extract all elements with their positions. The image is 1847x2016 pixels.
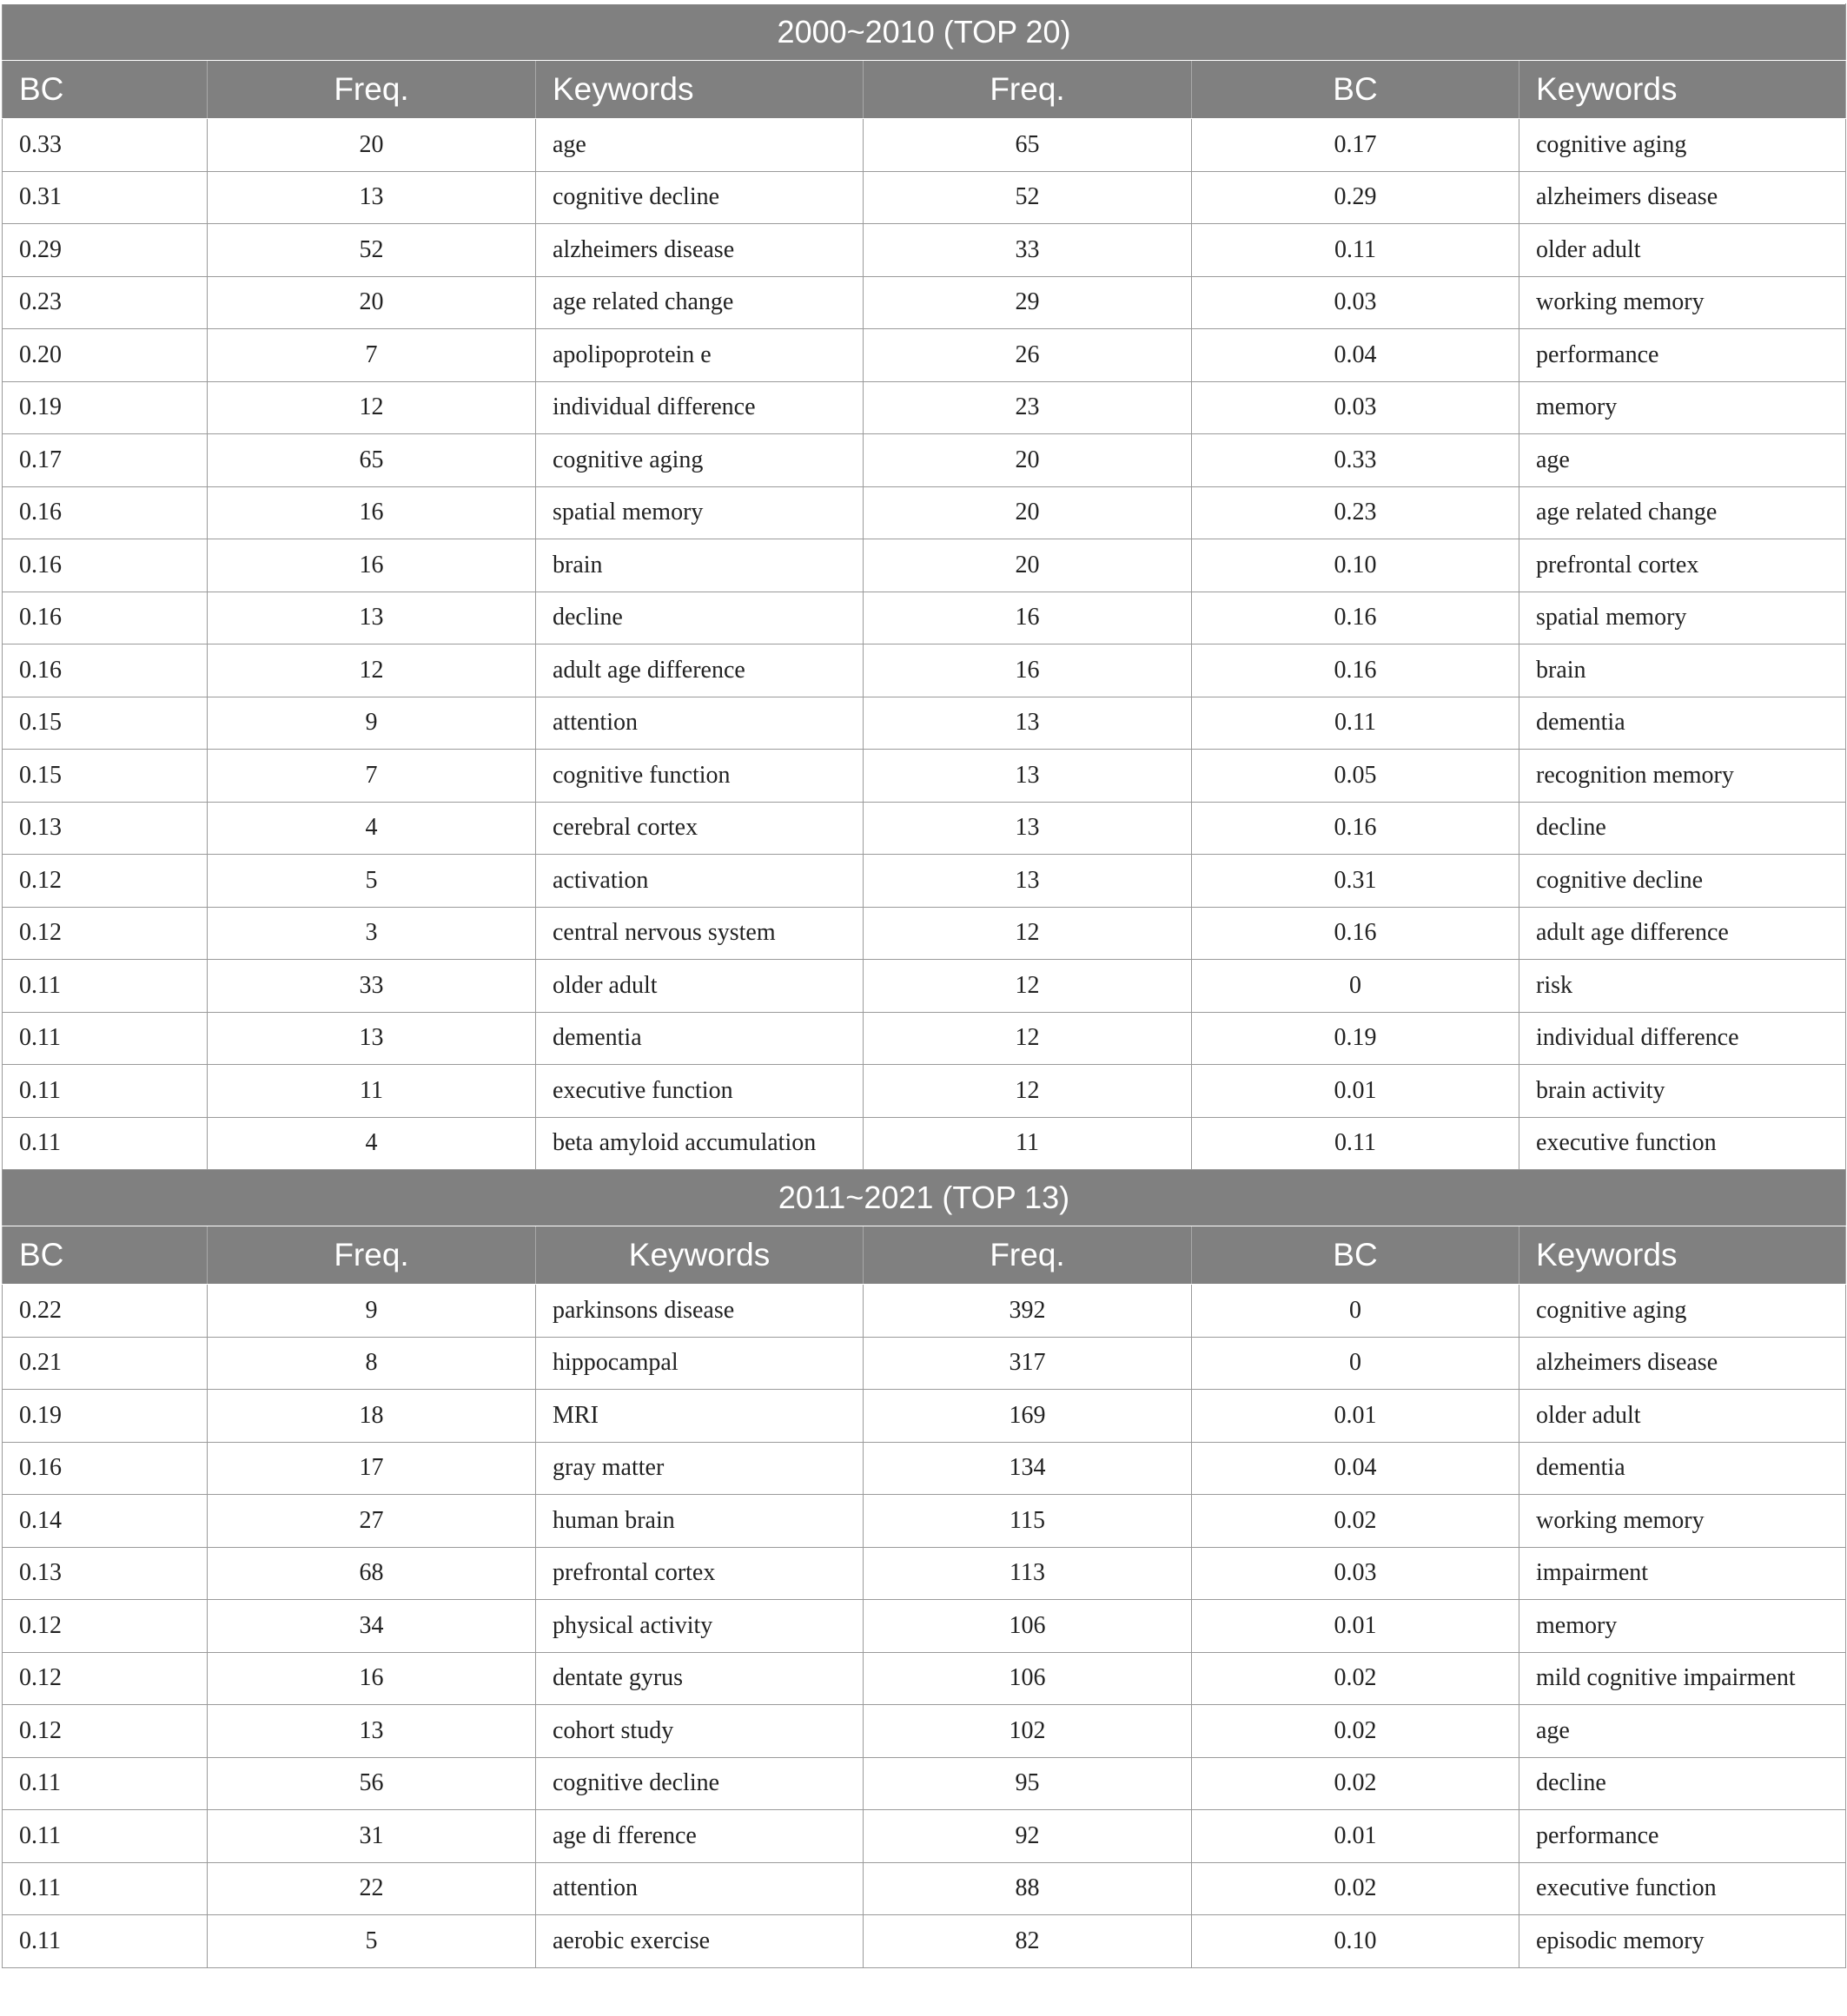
bc-left-cell: 0.12 xyxy=(3,855,208,908)
bc-right-cell: 0.11 xyxy=(1192,1117,1519,1170)
bc-left-cell: 0.11 xyxy=(3,1757,208,1810)
freq-right-cell: 20 xyxy=(864,434,1192,487)
table-row xyxy=(3,1547,1846,1600)
freq-left-cell: 9 xyxy=(208,1285,536,1338)
table-row xyxy=(3,1337,1846,1390)
freq-right-cell: 95 xyxy=(864,1757,1192,1810)
keyword-left-cell: individual difference xyxy=(536,381,864,434)
freq-left-cell: 4 xyxy=(208,802,536,855)
keyword-right-cell: age xyxy=(1519,434,1846,487)
keyword-right-cell: memory xyxy=(1519,381,1846,434)
table-row xyxy=(3,1652,1846,1705)
keyword-right-cell: individual difference xyxy=(1519,1012,1846,1065)
bc-right-cell: 0.16 xyxy=(1192,644,1519,697)
keyword-left-cell: cognitive aging xyxy=(536,434,864,487)
keyword-left-cell: executive function xyxy=(536,1065,864,1118)
keyword-right-cell: executive function xyxy=(1519,1117,1846,1170)
keyword-right-cell: dementia xyxy=(1519,1442,1846,1495)
bc-left-cell: 0.11 xyxy=(3,1012,208,1065)
bc-left-cell: 0.19 xyxy=(3,381,208,434)
table-row xyxy=(3,1285,1846,1338)
bc-left-cell: 0.14 xyxy=(3,1495,208,1548)
keyword-right-cell: brain xyxy=(1519,644,1846,697)
bc-left-cell: 0.15 xyxy=(3,697,208,750)
keyword-right-cell: risk xyxy=(1519,960,1846,1013)
table-row xyxy=(3,1810,1846,1863)
keyword-right-cell: decline xyxy=(1519,1757,1846,1810)
table-row xyxy=(3,960,1846,1013)
keyword-left-cell: beta amyloid accumulation xyxy=(536,1117,864,1170)
freq-left-cell: 9 xyxy=(208,697,536,750)
keyword-left-cell: dementia xyxy=(536,1012,864,1065)
freq-right-cell: 26 xyxy=(864,329,1192,382)
table-row xyxy=(3,697,1846,750)
table-row xyxy=(3,1117,1846,1170)
table-row xyxy=(3,1390,1846,1443)
freq-left-cell: 12 xyxy=(208,644,536,697)
keyword-right-cell: performance xyxy=(1519,1810,1846,1863)
freq-right-cell: 88 xyxy=(864,1862,1192,1915)
table-row xyxy=(3,434,1846,487)
bc-right-cell: 0.01 xyxy=(1192,1600,1519,1653)
keyword-left-cell: MRI xyxy=(536,1390,864,1443)
keyword-left-cell: dentate gyrus xyxy=(536,1652,864,1705)
header-freq-right: Freq. xyxy=(864,1226,1192,1285)
bc-right-cell: 0.16 xyxy=(1192,907,1519,960)
keyword-left-cell: older adult xyxy=(536,960,864,1013)
keyword-table-body xyxy=(3,4,1846,1968)
bc-right-cell: 0.01 xyxy=(1192,1390,1519,1443)
keyword-left-cell: apolipoprotein e xyxy=(536,329,864,382)
keyword-left-cell: age related change xyxy=(536,276,864,329)
bc-left-cell: 0.12 xyxy=(3,1600,208,1653)
header-freq-right: Freq. xyxy=(864,61,1192,119)
bc-right-cell: 0.10 xyxy=(1192,539,1519,592)
keyword-left-cell: brain xyxy=(536,539,864,592)
freq-left-cell: 13 xyxy=(208,1705,536,1758)
freq-left-cell: 20 xyxy=(208,119,536,172)
keyword-right-cell: age xyxy=(1519,1705,1846,1758)
table-row xyxy=(3,276,1846,329)
freq-left-cell: 68 xyxy=(208,1547,536,1600)
freq-left-cell: 16 xyxy=(208,1652,536,1705)
table-row xyxy=(3,1757,1846,1810)
bc-left-cell: 0.11 xyxy=(3,1065,208,1118)
bc-left-cell: 0.15 xyxy=(3,750,208,803)
freq-right-cell: 12 xyxy=(864,960,1192,1013)
bc-left-cell: 0.11 xyxy=(3,1915,208,1968)
freq-left-cell: 65 xyxy=(208,434,536,487)
freq-right-cell: 29 xyxy=(864,276,1192,329)
keyword-left-cell: adult age difference xyxy=(536,644,864,697)
keyword-left-cell: parkinsons disease xyxy=(536,1285,864,1338)
freq-right-cell: 106 xyxy=(864,1652,1192,1705)
freq-left-cell: 56 xyxy=(208,1757,536,1810)
keyword-right-cell: alzheimers disease xyxy=(1519,1337,1846,1390)
freq-left-cell: 7 xyxy=(208,750,536,803)
section-title-row xyxy=(3,1170,1846,1226)
freq-right-cell: 16 xyxy=(864,592,1192,644)
bc-left-cell: 0.13 xyxy=(3,1547,208,1600)
bc-right-cell: 0.16 xyxy=(1192,802,1519,855)
keyword-right-cell: working memory xyxy=(1519,1495,1846,1548)
table-row xyxy=(3,907,1846,960)
freq-left-cell: 17 xyxy=(208,1442,536,1495)
freq-left-cell: 11 xyxy=(208,1065,536,1118)
table-row xyxy=(3,644,1846,697)
keyword-right-cell: alzheimers disease xyxy=(1519,171,1846,224)
keyword-left-cell: aerobic exercise xyxy=(536,1915,864,1968)
bc-right-cell: 0.19 xyxy=(1192,1012,1519,1065)
table-row xyxy=(3,119,1846,172)
freq-right-cell: 102 xyxy=(864,1705,1192,1758)
freq-left-cell: 52 xyxy=(208,224,536,277)
freq-left-cell: 3 xyxy=(208,907,536,960)
freq-right-cell: 52 xyxy=(864,171,1192,224)
keyword-right-cell: cognitive aging xyxy=(1519,1285,1846,1338)
section-title: 2011~2021 (TOP 13) xyxy=(3,1170,1846,1226)
keyword-left-cell: cognitive decline xyxy=(536,171,864,224)
bc-right-cell: 0.23 xyxy=(1192,486,1519,539)
keyword-right-cell: impairment xyxy=(1519,1547,1846,1600)
freq-left-cell: 13 xyxy=(208,592,536,644)
bc-left-cell: 0.16 xyxy=(3,644,208,697)
bc-right-cell: 0.11 xyxy=(1192,224,1519,277)
keyword-left-cell: age xyxy=(536,119,864,172)
freq-left-cell: 16 xyxy=(208,539,536,592)
header-keywords-right: Keywords xyxy=(1519,61,1846,119)
freq-left-cell: 8 xyxy=(208,1337,536,1390)
table-row xyxy=(3,381,1846,434)
freq-right-cell: 12 xyxy=(864,907,1192,960)
table-row xyxy=(3,486,1846,539)
bc-right-cell: 0.01 xyxy=(1192,1810,1519,1863)
bc-left-cell: 0.17 xyxy=(3,434,208,487)
keyword-table xyxy=(2,3,1846,1968)
keyword-right-cell: executive function xyxy=(1519,1862,1846,1915)
bc-right-cell: 0.05 xyxy=(1192,750,1519,803)
keyword-right-cell: adult age difference xyxy=(1519,907,1846,960)
freq-right-cell: 12 xyxy=(864,1065,1192,1118)
freq-right-cell: 392 xyxy=(864,1285,1192,1338)
table-row xyxy=(3,224,1846,277)
freq-left-cell: 5 xyxy=(208,1915,536,1968)
bc-left-cell: 0.11 xyxy=(3,960,208,1013)
header-bc-right: BC xyxy=(1192,1226,1519,1285)
header-keywords-right: Keywords xyxy=(1519,1226,1846,1285)
freq-left-cell: 4 xyxy=(208,1117,536,1170)
table-row xyxy=(3,1915,1846,1968)
keyword-left-cell: prefrontal cortex xyxy=(536,1547,864,1600)
bc-right-cell: 0.02 xyxy=(1192,1705,1519,1758)
freq-right-cell: 106 xyxy=(864,1600,1192,1653)
keyword-right-cell: older adult xyxy=(1519,224,1846,277)
bc-left-cell: 0.16 xyxy=(3,592,208,644)
bc-left-cell: 0.20 xyxy=(3,329,208,382)
bc-right-cell: 0.02 xyxy=(1192,1862,1519,1915)
keyword-right-cell: brain activity xyxy=(1519,1065,1846,1118)
header-bc-left: BC xyxy=(3,61,208,119)
keyword-left-cell: physical activity xyxy=(536,1600,864,1653)
keyword-left-cell: alzheimers disease xyxy=(536,224,864,277)
bc-right-cell: 0.29 xyxy=(1192,171,1519,224)
table-row xyxy=(3,592,1846,644)
keyword-left-cell: decline xyxy=(536,592,864,644)
freq-left-cell: 12 xyxy=(208,381,536,434)
table-row xyxy=(3,171,1846,224)
bc-right-cell: 0.17 xyxy=(1192,119,1519,172)
bc-left-cell: 0.11 xyxy=(3,1862,208,1915)
freq-left-cell: 7 xyxy=(208,329,536,382)
bc-left-cell: 0.29 xyxy=(3,224,208,277)
keyword-left-cell: cognitive decline xyxy=(536,1757,864,1810)
freq-right-cell: 13 xyxy=(864,750,1192,803)
keyword-left-cell: human brain xyxy=(536,1495,864,1548)
freq-left-cell: 18 xyxy=(208,1390,536,1443)
bc-left-cell: 0.22 xyxy=(3,1285,208,1338)
bc-right-cell: 0.02 xyxy=(1192,1757,1519,1810)
header-freq-left: Freq. xyxy=(208,1226,536,1285)
freq-left-cell: 33 xyxy=(208,960,536,1013)
bc-right-cell: 0.33 xyxy=(1192,434,1519,487)
freq-right-cell: 13 xyxy=(864,855,1192,908)
header-bc-right: BC xyxy=(1192,61,1519,119)
table-row xyxy=(3,1862,1846,1915)
freq-right-cell: 317 xyxy=(864,1337,1192,1390)
bc-right-cell: 0.10 xyxy=(1192,1915,1519,1968)
bc-right-cell: 0.31 xyxy=(1192,855,1519,908)
table-row xyxy=(3,539,1846,592)
header-keywords-left: Keywords xyxy=(536,1226,864,1285)
freq-right-cell: 113 xyxy=(864,1547,1192,1600)
bc-right-cell: 0.03 xyxy=(1192,1547,1519,1600)
keyword-right-cell: mild cognitive impairment xyxy=(1519,1652,1846,1705)
freq-right-cell: 16 xyxy=(864,644,1192,697)
keyword-right-cell: cognitive aging xyxy=(1519,119,1846,172)
column-header-row xyxy=(3,1226,1846,1285)
bc-right-cell: 0 xyxy=(1192,1337,1519,1390)
keyword-right-cell: dementia xyxy=(1519,697,1846,750)
bc-right-cell: 0.01 xyxy=(1192,1065,1519,1118)
bc-left-cell: 0.16 xyxy=(3,539,208,592)
freq-right-cell: 12 xyxy=(864,1012,1192,1065)
keyword-left-cell: attention xyxy=(536,1862,864,1915)
keyword-table-container xyxy=(2,3,1845,1968)
keyword-right-cell: spatial memory xyxy=(1519,592,1846,644)
keyword-right-cell: older adult xyxy=(1519,1390,1846,1443)
freq-right-cell: 134 xyxy=(864,1442,1192,1495)
table-row xyxy=(3,855,1846,908)
bc-right-cell: 0.11 xyxy=(1192,697,1519,750)
bc-right-cell: 0.03 xyxy=(1192,381,1519,434)
freq-right-cell: 65 xyxy=(864,119,1192,172)
table-row xyxy=(3,329,1846,382)
freq-right-cell: 33 xyxy=(864,224,1192,277)
bc-left-cell: 0.11 xyxy=(3,1117,208,1170)
keyword-left-cell: age di fference xyxy=(536,1810,864,1863)
bc-right-cell: 0.03 xyxy=(1192,276,1519,329)
freq-left-cell: 22 xyxy=(208,1862,536,1915)
bc-right-cell: 0 xyxy=(1192,960,1519,1013)
freq-right-cell: 20 xyxy=(864,539,1192,592)
freq-right-cell: 20 xyxy=(864,486,1192,539)
bc-right-cell: 0 xyxy=(1192,1285,1519,1338)
bc-right-cell: 0.04 xyxy=(1192,1442,1519,1495)
freq-right-cell: 92 xyxy=(864,1810,1192,1863)
keyword-left-cell: cognitive function xyxy=(536,750,864,803)
bc-left-cell: 0.16 xyxy=(3,486,208,539)
freq-left-cell: 5 xyxy=(208,855,536,908)
keyword-left-cell: cerebral cortex xyxy=(536,802,864,855)
keyword-right-cell: episodic memory xyxy=(1519,1915,1846,1968)
bc-right-cell: 0.04 xyxy=(1192,329,1519,382)
bc-left-cell: 0.23 xyxy=(3,276,208,329)
bc-right-cell: 0.02 xyxy=(1192,1652,1519,1705)
keyword-left-cell: spatial memory xyxy=(536,486,864,539)
header-bc-left: BC xyxy=(3,1226,208,1285)
bc-left-cell: 0.19 xyxy=(3,1390,208,1443)
table-row xyxy=(3,1495,1846,1548)
keyword-left-cell: central nervous system xyxy=(536,907,864,960)
table-row xyxy=(3,750,1846,803)
bc-left-cell: 0.33 xyxy=(3,119,208,172)
bc-left-cell: 0.16 xyxy=(3,1442,208,1495)
bc-left-cell: 0.12 xyxy=(3,1705,208,1758)
bc-left-cell: 0.31 xyxy=(3,171,208,224)
keyword-left-cell: attention xyxy=(536,697,864,750)
bc-left-cell: 0.12 xyxy=(3,1652,208,1705)
freq-right-cell: 23 xyxy=(864,381,1192,434)
keyword-right-cell: decline xyxy=(1519,802,1846,855)
keyword-right-cell: age related change xyxy=(1519,486,1846,539)
keyword-left-cell: activation xyxy=(536,855,864,908)
header-keywords-left: Keywords xyxy=(536,61,864,119)
freq-left-cell: 34 xyxy=(208,1600,536,1653)
bc-left-cell: 0.13 xyxy=(3,802,208,855)
keyword-right-cell: prefrontal cortex xyxy=(1519,539,1846,592)
section-title: 2000~2010 (TOP 20) xyxy=(3,4,1846,61)
freq-left-cell: 13 xyxy=(208,1012,536,1065)
section-title-row xyxy=(3,4,1846,61)
keyword-right-cell: recognition memory xyxy=(1519,750,1846,803)
freq-left-cell: 20 xyxy=(208,276,536,329)
freq-right-cell: 13 xyxy=(864,802,1192,855)
table-row xyxy=(3,1065,1846,1118)
column-header-row xyxy=(3,61,1846,119)
table-row xyxy=(3,1012,1846,1065)
table-row xyxy=(3,1705,1846,1758)
bc-left-cell: 0.12 xyxy=(3,907,208,960)
keyword-right-cell: cognitive decline xyxy=(1519,855,1846,908)
freq-left-cell: 31 xyxy=(208,1810,536,1863)
keyword-right-cell: working memory xyxy=(1519,276,1846,329)
keyword-left-cell: hippocampal xyxy=(536,1337,864,1390)
keyword-right-cell: memory xyxy=(1519,1600,1846,1653)
freq-right-cell: 11 xyxy=(864,1117,1192,1170)
keyword-left-cell: cohort study xyxy=(536,1705,864,1758)
freq-right-cell: 115 xyxy=(864,1495,1192,1548)
bc-left-cell: 0.21 xyxy=(3,1337,208,1390)
freq-left-cell: 16 xyxy=(208,486,536,539)
freq-right-cell: 169 xyxy=(864,1390,1192,1443)
bc-right-cell: 0.16 xyxy=(1192,592,1519,644)
freq-left-cell: 27 xyxy=(208,1495,536,1548)
bc-right-cell: 0.02 xyxy=(1192,1495,1519,1548)
freq-right-cell: 13 xyxy=(864,697,1192,750)
keyword-right-cell: performance xyxy=(1519,329,1846,382)
header-freq-left: Freq. xyxy=(208,61,536,119)
freq-left-cell: 13 xyxy=(208,171,536,224)
table-row xyxy=(3,1600,1846,1653)
table-row xyxy=(3,802,1846,855)
keyword-left-cell: gray matter xyxy=(536,1442,864,1495)
bc-left-cell: 0.11 xyxy=(3,1810,208,1863)
table-row xyxy=(3,1442,1846,1495)
freq-right-cell: 82 xyxy=(864,1915,1192,1968)
